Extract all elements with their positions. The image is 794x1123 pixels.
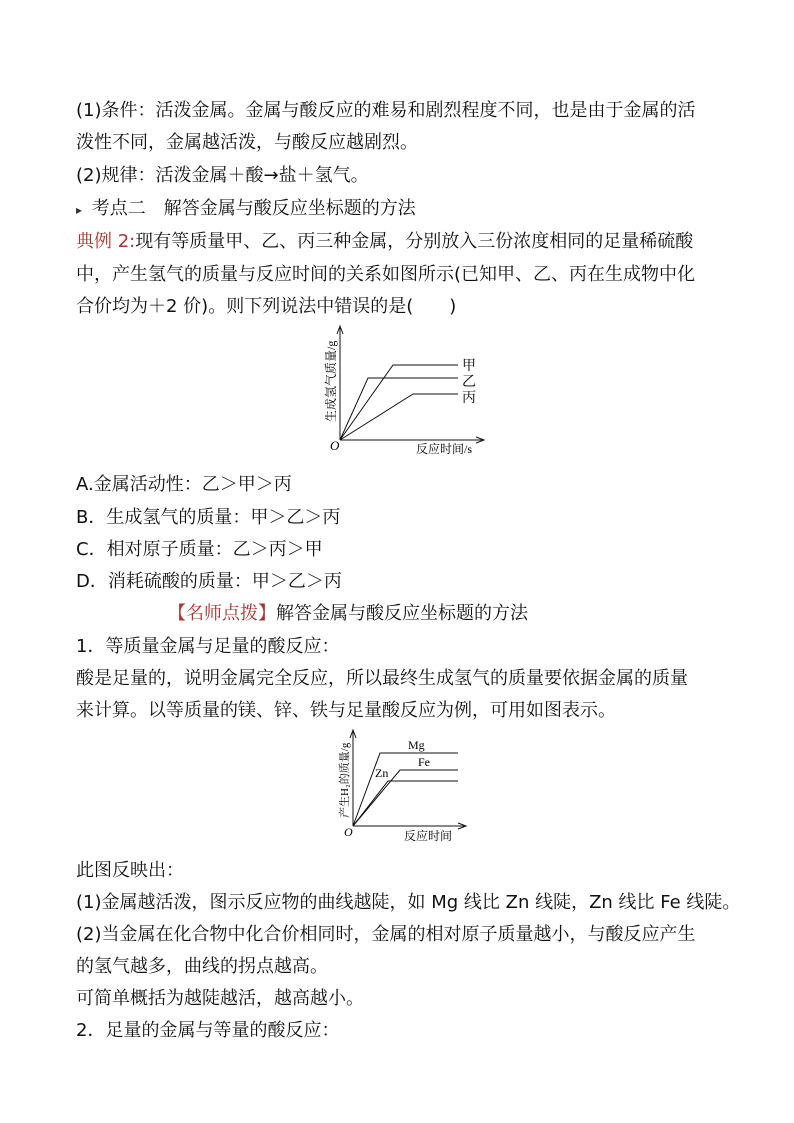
chart1-label-jia: 甲 <box>462 359 476 374</box>
section1-paragraph-line1: 酸是足量的，说明金属完全反应，所以最终生成氢气的质量要依据金属的质量 <box>76 668 688 689</box>
chart-h2-mass-vs-time <box>318 322 498 460</box>
heading-marker-icon: ▸ <box>76 203 83 217</box>
option-c: C．相对原子质量：乙＞丙＞甲 <box>76 539 323 560</box>
chart2-line-fe <box>353 770 458 826</box>
chart1-line-yi <box>340 378 458 440</box>
option-b: B．生成氢气的质量：甲＞乙＞丙 <box>76 507 341 528</box>
example-label: 典例 2: <box>76 231 136 252</box>
option-d: D．消耗硫酸的质量：甲＞乙＞丙 <box>76 571 342 592</box>
section2-title: 2．足量的金属与等量的酸反应： <box>76 1020 340 1041</box>
heading-text: 考点二 解答金属与酸反应坐标题的方法 <box>91 198 416 219</box>
chart1-origin: O <box>330 438 340 453</box>
tip-title: 解答金属与酸反应坐标题的方法 <box>276 603 528 624</box>
tip-heading <box>168 601 528 627</box>
chart-mg-zn-fe <box>332 728 472 846</box>
section1-title: 1．等质量金属与足量的酸反应： <box>76 636 340 657</box>
chart2-x-axis-label: 反应时间 <box>404 829 453 843</box>
chart2-label-mg: Mg <box>408 738 425 752</box>
chart1-label-bing: 丙 <box>462 391 476 406</box>
example-text: 现有等质量甲、乙、丙三种金属，分别放入三份浓度相同的足量稀硫酸 <box>135 231 694 252</box>
chart2-y-axis-label: 产生H₂的质量/g <box>339 742 351 818</box>
section1-paragraph-line2: 来计算。以等质量的镁、锌、铁与足量酸反应为例，可用如图表示。 <box>76 700 616 721</box>
paragraph-rule: (2)规律：活泼金属＋酸→盐＋氢气。 <box>76 165 369 186</box>
chart1-label-yi: 乙 <box>462 375 476 390</box>
example-line2: 中，产生氢气的质量与反应时间的关系如图所示(已知甲、乙、丙在生成物中化 <box>76 264 696 285</box>
chart2-label-zn: Zn <box>375 766 389 780</box>
conclusion-point1: (1)金属越活泼，图示反应物的曲线越陡，如 Mg 线比 Zn 线陡，Zn 线比 Fe 线陡。 <box>76 892 741 913</box>
chart2-line-zn <box>353 781 458 826</box>
chart2-line-mg <box>353 753 458 826</box>
example-line1 <box>76 229 693 255</box>
example-line3: 合价均为＋2 价)。则下列说法中错误的是( ) <box>76 296 457 317</box>
conclusion-intro: 此图反映出： <box>76 860 184 881</box>
conclusion-point2-line2: 的氢气越多，曲线的拐点越高。 <box>76 956 328 977</box>
paragraph-condition-line1: (1)条件：活泼金属。金属与酸反应的难易和剧烈程度不同，也是由于金属的活 <box>76 100 696 121</box>
chart1-x-axis-label: 反应时间/s <box>416 442 473 456</box>
chart1-y-axis-label: 生成氢气质量/g <box>324 340 338 422</box>
tip-label: 【名师点拨】 <box>168 603 276 624</box>
conclusion-point2-line1: (2)当金属在化合物中化合价相同时，金属的相对原子质量越小，与酸反应产生 <box>76 924 696 945</box>
paragraph-condition-line2: 泼性不同，金属越活泼，与酸反应越剧烈。 <box>76 132 418 153</box>
chart2-label-fe: Fe <box>418 755 430 769</box>
conclusion-summary: 可简单概括为越陡越活，越高越小。 <box>76 988 364 1009</box>
chart2-origin: O <box>344 825 353 839</box>
option-a: A.金属活动性：乙＞甲＞丙 <box>76 474 292 495</box>
section-heading <box>76 196 416 223</box>
